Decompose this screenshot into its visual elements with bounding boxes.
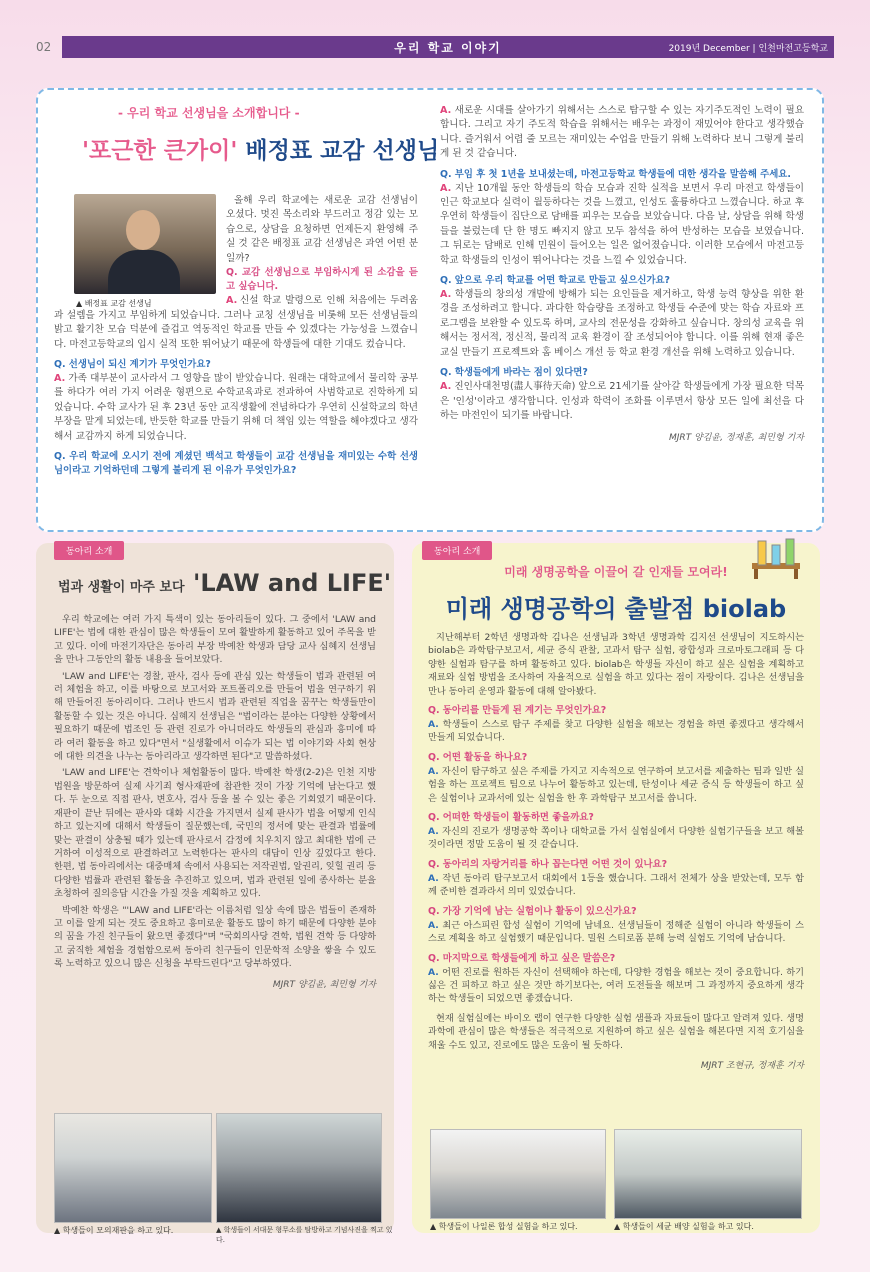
- photo-nylon-lab: [430, 1129, 606, 1219]
- answer-5-text: 학생들의 창의성 개발에 방해가 되는 요인들을 제거하고, 학생 능력 향상을 위한 환경을 조성하려고 합니다. 과다한 학습량을 조정하고 학생들 수준에 맞는 학습 자료와 프로그램을 보완할 수 있도록 하며, 교사의 전문성을 강화하고 싶습니다. 창의성 교육을 위해서는 정서적, 정신적, 물리적 교육 환경이 잘 조성되어야 합니다. 이를 위해 현재 좋은 교실 만들기 프로젝트와 홈 베이스 개선 등 학교 환경 개선을 위해 노력하고 있습니다.: [440, 289, 805, 358]
- photo-mock-trial: [54, 1113, 212, 1223]
- answer-4-text: 지난 10개월 동안 학생들의 학습 모습과 진학 실적을 보면서 우리 마전고 학생들이 인근 학교보다 실력이 월등하다는 것을 느꼈고, 인성도 훌륭하다고 느꼈습니다. 하교 후 우연히 학생들이 집단으로 담배를 피우는 모습을 보았습니다. 다음 날, 상담을 위해 학생들을 불렀는데 단 한 명도 빠지지 않고 모두 참석을 하여 반성하는 모습을 보였습니다. 그 뒤로는 담배로 인해 민원이 들어오는 일은 없어졌습니다. 이러한 모습에서 마전고등학교 학생들의 인성이 뛰어나다는 것을 느낄 수 있었습니다.: [440, 182, 805, 266]
- answer-4: [440, 182, 804, 268]
- club-law-p1: 우리 학교에는 여러 가지 특색이 있는 동아리들이 있다. 그 중에서 'LAW and LIFE'는 법에 대한 관심이 많은 학생들이 모여 활발하게 활동하고 있어 주목을 받고 있다. 이에 마전기자단은 동아리 부장 박예찬 학생과 담당 교사 심혜지 선생님을 만나 그동안의 활동 내용을 들어보았다.: [54, 614, 376, 666]
- club-law-p3: 'LAW and LIFE'는 견학이나 체험활동이 많다. 박예찬 학생(2-2)은 인천 지방 법원을 방문하여 실제 사기죄 형사재판에 참관한 것이 가장 기억에 남는다고 했다. 두 눈으로 직접 판사, 변호사, 검사 등을 볼 수 있는 좋은 기회였기 때문이다. 재판이 끝난 뒤에는 판사와 대화 시간을 가지면서 실제 판사가 법을 어떻게 인식하고 있는지에 대해서 학생들이 질문했는데, 국민의 정서에 맞는 판결과 법률에 맞는 판결이 상충될 때가 있는데 판사로서 감정에 치우치지 않고 최대한 법에 근거하여 이성적으로 판결하려고 노력한다는 판사의 대답이 인상 깊었다고 한다. 한편, 법 동아리에서는 대중매체 속에서 사용되는 저작권법, 알권리, 잊힐 권리 등 다양한 법률과 관련된 활동을 추진하고 있으며, 법과 관련된 일에 종사하는 분을 초청하여 질의응답 시간을 가질 것을 계획하고 있다.: [54, 767, 376, 900]
- club-law-p4: 박예찬 학생은 "'LAW and LIFE'라는 이름처럼 일상 속에 많은 법들이 존재하고 이를 알게 되는 것도 중요하고 흥미로운 활동도 많이 하기 때문에 다양한 분야의 꿈을 가진 친구들이 왔으면 좋겠다"며 "국회의사당 견학, 법원 견학 등 다양하고 굵직한 체험을 경험함으로써 동아리 친구들이 인문학적 소양을 쌓을 수 있도록 노력하고 있으니 많은 신청을 부탁드린다"고 당부하였다.: [54, 904, 376, 970]
- bio-question-4: Q. 동아리의 자랑거리를 하나 꼽는다면 어떤 것이 있나요?: [428, 858, 668, 870]
- answer-2-text: 가족 대부분이 교사라서 그 영향을 많이 받았습니다. 원래는 대학교에서 물리학 공부를 하다가 여러 가지 어려운 형편으로 수학교육과로 전과하여 사범학교로 진학하게 되었습니다. 수학 교사가 된 후 23년 동안 교직생활에 전념하다가 우연히 신설학교의 학년 부장을 맡게 되었는데, 반듯한 학교를 만들기 위해 더 책임 있는 역할을 해야겠다고 생각해서 교감까지 하게 되었습니다.: [54, 373, 419, 442]
- club-law-title-big: 'LAW and LIFE': [184, 569, 392, 597]
- bio-answer-3: [428, 825, 804, 852]
- answer-label: A.: [428, 919, 439, 931]
- bio-answer-4: [428, 872, 804, 899]
- club-tag: 동아리 소개: [422, 541, 492, 560]
- club-bio-body: [428, 631, 804, 1073]
- answer-label: A.: [54, 373, 66, 385]
- caption-mock-trial: ▲ 학생들이 모의재판을 하고 있다.: [54, 1226, 174, 1235]
- answer-2: [54, 372, 418, 444]
- bio-answer-2-text: 자신이 탐구하고 싶은 주제를 가지고 지속적으로 연구하여 보고서를 제출하는 팀과 일반 실험을 하는 프로젝트 팀으로 나누어 활동하고 있는데, 탄성이나 세균 증식 등 학생들이 하고 싶은 실험이나 교과서에 있는 실험을 한 후 과학탐구 보고서를 씁니다.: [428, 765, 804, 804]
- answer-1-text: 신설 학교 발령으로 인해 처음에는 두려움과 설렘을 가지고 부임하게 되었습니다. 그러나 교칭 선생님을 비롯해 모든 선생님들의 밝고 활기찬 모습 덕분에 즐겁고 역동적인 학교를 만들 수 있겠다는 가능성을 느꼈습니다. 마전고등학교의 입시 실적 또한 뛰어났기 때문에 학생들에 대한 기대도 컸습니다.: [54, 295, 418, 350]
- bio-answer-2: [428, 765, 804, 805]
- interview-kicker: - 우리 학교 선생님을 소개합니다 -: [118, 106, 300, 120]
- bio-answer-6: [428, 966, 804, 1006]
- teacher-interview-box: [36, 88, 824, 532]
- club-law-box: [36, 543, 394, 1244]
- page-number: 02: [36, 40, 52, 54]
- interview-col-right: [440, 104, 804, 446]
- bio-answer-6-text: 어떤 진로를 원하든 자신이 선택해야 하는데, 다양한 경험을 해보는 것이 중요합니다. 하기 싫은 건 피하고 하고 싶은 것만 하기보다는, 여러 도전들을 해보며 그 과정까지 중요하게 생각하는 학생들이 되었으면 좋겠습니다.: [428, 966, 804, 1005]
- bio-answer-1-text: 학생들이 스스로 탐구 주제를 찾고 다양한 실험을 해보는 경험을 하면 좋겠다고 생각해서 만들게 되었습니다.: [428, 719, 804, 744]
- section-title: 우리 학교 이야기: [394, 41, 502, 55]
- interview-title: [82, 132, 439, 165]
- answer-5: [440, 288, 804, 360]
- interview-author: MJRT 양김윤, 정재훈, 최민형 기자: [669, 433, 804, 444]
- answer-6: [440, 380, 804, 423]
- photo-bacteria-lab: [614, 1129, 802, 1219]
- caption-group: ▲ 학생들이 서대문 형무소를 탐방하고 기념사진을 찍고 있다.: [216, 1226, 393, 1244]
- answer-label: A.: [428, 872, 439, 884]
- date-school: 2019년 December | 인천마전고등학교: [668, 44, 828, 54]
- answer-3: [440, 104, 804, 162]
- bio-question-6: Q. 마지막으로 학생들에게 하고 싶은 말씀은?: [428, 952, 616, 964]
- question-2: Q. 선생님이 되신 계기가 무엇인가요?: [54, 359, 211, 371]
- answer-label: A.: [428, 826, 439, 838]
- interview-col-left: [54, 266, 418, 478]
- club-bio-subtitle: 미래 생명공학을 이끌어 갈 인재들 모여라!: [504, 565, 728, 579]
- bio-question-2: Q. 어떤 활동을 하나요?: [428, 751, 528, 763]
- answer-label: A.: [440, 182, 452, 194]
- question-5: Q. 앞으로 우리 학교를 어떤 학교로 만들고 싶으신가요?: [440, 275, 670, 287]
- title-quote: '포근한 큰가이': [82, 138, 238, 164]
- club-law-author: MJRT 양김윤, 최민형 기자: [272, 979, 376, 990]
- bio-answer-1: [428, 718, 804, 745]
- answer-label: A.: [428, 765, 439, 777]
- bio-answer-4-text: 작년 동아리 탐구보고서 대회에서 1등을 했습니다. 그래서 전체가 상을 받았는데, 모두 함께 준비한 결과라서 의미 있었습니다.: [428, 872, 804, 898]
- title-name: 배정표 교감 선생님: [237, 138, 440, 164]
- bio-question-1: Q. 동아리를 만들게 된 계기는 무엇인가요?: [428, 705, 607, 717]
- club-bio-box: [412, 543, 820, 1233]
- question-3: Q. 우리 학교에 오시기 전에 계셨던 백석고 학생들이 교감 선생님을 재미있는 수학 선생님이라고 기억하던데 그렇게 불리게 된 이유가 무엇인가요?: [54, 451, 418, 477]
- answer-label: A.: [428, 719, 439, 731]
- question-6: Q. 학생들에게 바라는 점이 있다면?: [440, 367, 588, 379]
- club-law-p2: 'LAW and LIFE'는 경찰, 판사, 검사 등에 관심 있는 학생들이 법과 관련된 여러 체험을 하고, 이를 바탕으로 보고서와 포트폴리오를 만들어 법을 연구하기 위해 만들어진 동아리이다. 그러나 반드시 법과 관련된 직업을 꿈꾸는 학생들만이 활동할 수 있는 것은 아니다. 심혜지 선생님은 "법이라는 분야는 다양한 상황에서 필요하기 때문에 법조인 등 관련 진로가 아니더라도 학생들의 관심과 흥미에 따라 여러 활동을 하고 있다"면서 "실생활에서 이슈가 되는 법 이야기와 사회 현상에 대한 의견을 나누는 동아리라고 생각하면 된다"고 말씀하셨다.: [54, 670, 376, 763]
- answer-label: A.: [440, 381, 452, 393]
- intro-lead: 올해 우리 학교에는 새로운 교감 선생님이 오셨다. 멋진 목소리와 부드러고 정감 있는 모습으로, 상담을 요청하면 언제든지 환영해 주실 것 같은 배정표 교감 선생님은 과연 어떤 분일까?: [226, 195, 418, 264]
- photo-group: [216, 1113, 382, 1223]
- club-bio-p2: 현재 실험실에는 바이오 랩이 연구한 다양한 실험 샘플과 자료들이 많다고 알려져 있다. 생명과학에 관심이 많은 학생들은 적극적으로 지원하여 하고 싶은 실험을 해본다면 지적 호기심을 채울 수도 있고, 진로에도 많은 도움이 될 듯하다.: [428, 1012, 804, 1051]
- club-tag: 동아리 소개: [54, 541, 124, 560]
- answer-label: A.: [428, 966, 439, 978]
- bio-answer-5-text: 최근 아스피린 합성 실험이 기억에 남네요. 선생님들이 정해준 실험이 아니라 학생들이 스스로 계획을 하고 실험했기 때문입니다. 밀원 스티로폼 분해 능력 실험도 기억에 남습니다.: [428, 919, 804, 945]
- club-bio-title: 미래 생명공학의 출발점 biolab: [445, 595, 787, 623]
- caption-nylon-lab: ▲ 학생들이 나일론 합성 실험을 하고 있다.: [430, 1222, 578, 1231]
- header-bar: [62, 36, 834, 58]
- question-4: Q. 부임 후 첫 1년을 보내셨는데, 마전고등학교 학생들에 대한 생각을 말씀해 주세요.: [440, 168, 791, 180]
- club-bio-p1: 지난해부터 2학년 생명과학 김나은 선생님과 3학년 생명과학 김지선 선생님이 지도하시는 biolab은 과학탐구보고서, 세균 증식 관찰, 고과서 탐구 실험, 광합성과 크로마토그래피 등 다양한 실험과 탐구를 하며 활동하고 있다. biolab은 학생들 자신이 하고 싶은 실험을 계획하고 재료와 실험 방법을 조사하여 자율적으로 실험을 하고 있다는 점이 자랑이다. 김나은 선생님을 만나 동아리 운영과 활동에 대해 알아봤다.: [428, 632, 804, 697]
- bio-question-5: Q. 가장 기억에 남는 실험이나 활동이 있으신가요?: [428, 905, 637, 917]
- teacher-photo-caption: ▲ 배정표 교감 선생님: [76, 299, 152, 308]
- bio-answer-3-text: 자신의 진로가 생명공학 쪽이나 대학교를 가서 실험실에서 다양한 실험기구들을 보고 해볼 것이라면 정말 도움이 될 것 같습니다.: [428, 826, 804, 851]
- club-bio-author: MJRT 조현규, 정재훈 기자: [700, 1060, 804, 1071]
- question-1: Q. 교감 선생님으로 부임하시게 된 소감을 듣고 싶습니다.: [226, 267, 418, 292]
- answer-label: A.: [226, 295, 238, 306]
- caption-bacteria-lab: ▲ 학생들이 세균 배양 실험을 하고 있다.: [614, 1222, 754, 1231]
- bio-answer-5: [428, 919, 804, 946]
- answer-3-text: 새로운 시대를 살아가기 위해서는 스스로 탐구할 수 있는 자기주도적인 노력이 필요합니다. 그리고 자기 주도적 학습을 위해서는 배우는 과정이 재밌어야 한다고 생각했습니다. 즐거워서 어렵 줄 모르는 재미있는 수업을 만들기 위해 노력하다 보니 그렇게 불리게 된 것 같습니다.: [440, 105, 805, 160]
- club-law-body: [54, 613, 376, 992]
- answer-label: A.: [440, 289, 452, 301]
- club-law-title-small: 법과 생활이 마주 보다: [58, 580, 185, 595]
- answer-label: A.: [440, 105, 452, 116]
- club-law-title: [58, 569, 391, 597]
- teacher-face: [126, 210, 160, 250]
- bio-question-3: Q. 어떠한 학생들이 활동하면 좋을까요?: [428, 812, 594, 824]
- answer-6-text: 진인사대천명(盡人事待天命) 앞으로 21세기를 살아갈 학생들에게 가장 필요한 덕목은 '인성'이라고 생각합니다. 인성과 학력이 조화를 이루면서 항상 모든 일에 최선을 다하는 마전인이 되기를 바랍니다.: [440, 381, 804, 421]
